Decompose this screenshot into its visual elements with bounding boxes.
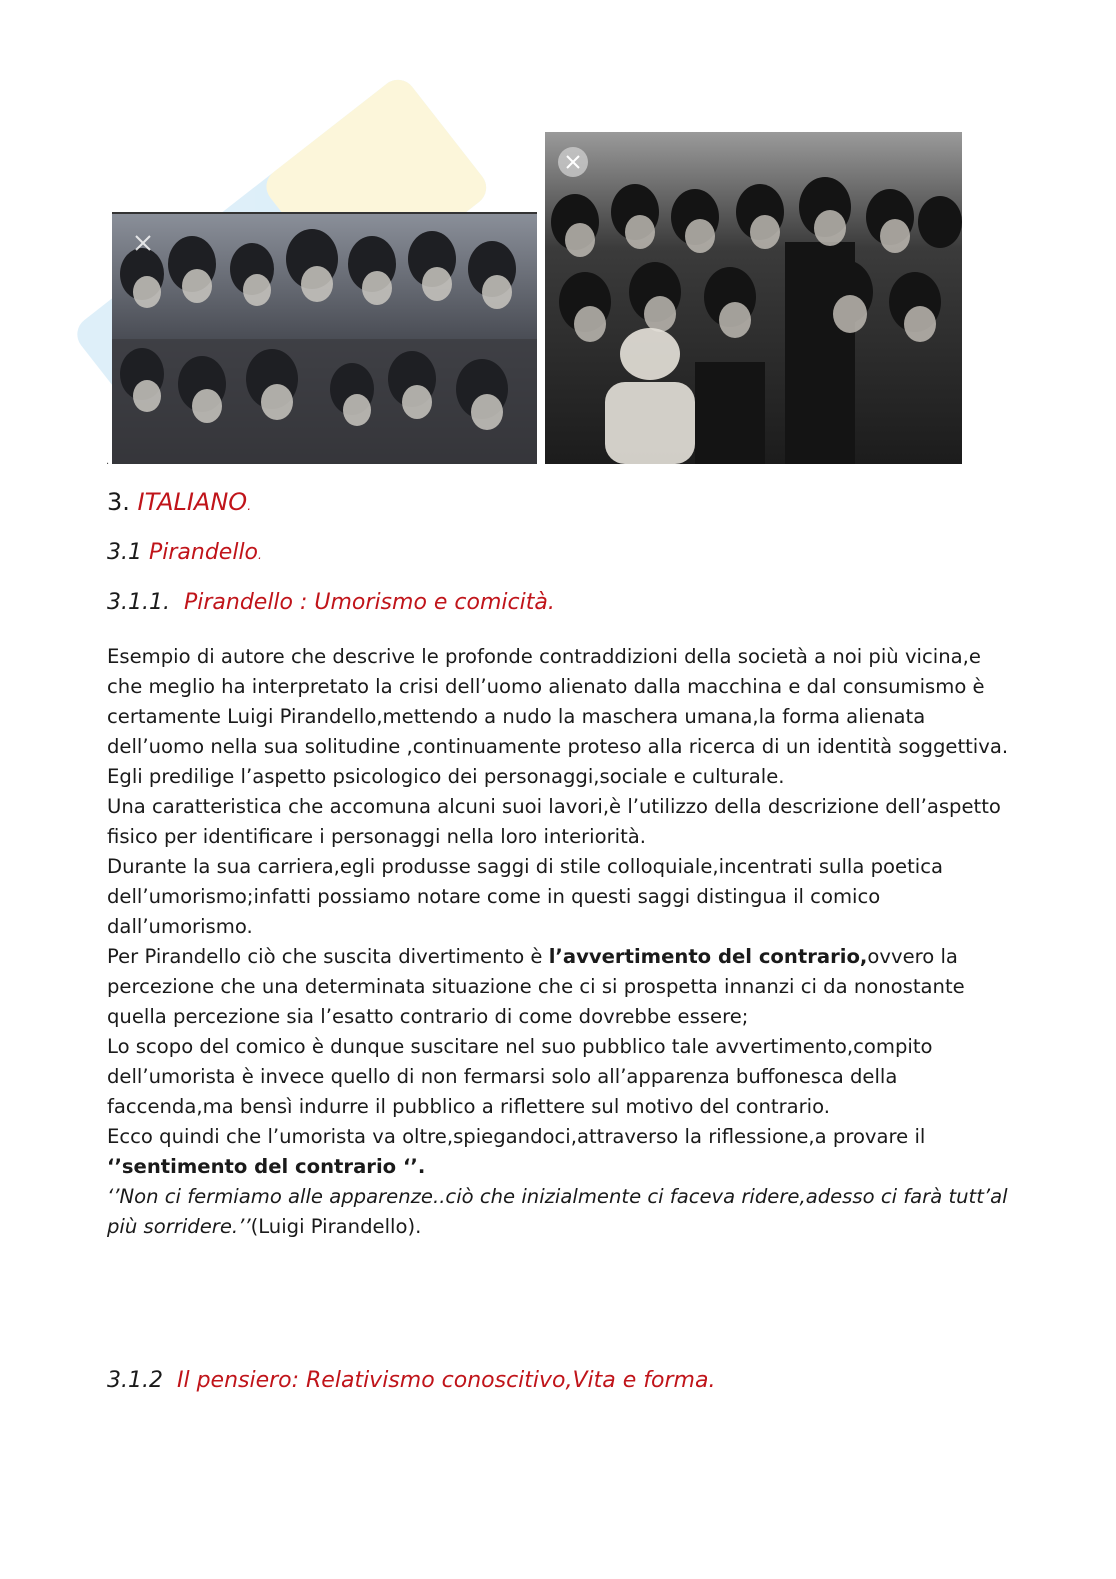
crowd-photo-right — [545, 132, 962, 464]
paragraph: Egli predilige l’aspetto psicologico dei personaggi,sociale e culturale. — [107, 765, 785, 788]
paragraph: Ecco quindi che l’umorista va oltre,spiegandoci,attraverso la riflessione,a provare il ‘’sentimento del contrario ‘’. — [107, 1125, 926, 1178]
heading-italiano: 3. ITALIANO. — [107, 488, 252, 516]
heading-pensiero: 3.1.2 Il pensiero: Relativismo conoscitivo,Vita e forma. — [107, 1368, 716, 1393]
crowd-photo-left — [112, 212, 537, 464]
paragraph: Una caratteristica che accomuna alcuni suoi lavori,è l’utilizzo della descrizione dell’aspetto fisico per identificare i personaggi nella loro interiorità. — [107, 795, 1001, 848]
body-text — [107, 642, 1012, 1242]
heading-umorismo: 3.1.1. Pirandello : Umorismo e comicità. — [107, 590, 555, 615]
paragraph: Durante la sua carriera,egli produsse saggi di stile colloquiale,incentrati sulla poetica dell’umorismo;infatti possiamo notare come in questi saggi distingua il comico dall’umorismo. — [107, 855, 943, 938]
paragraph: Per Pirandello ciò che suscita divertimento è l’avvertimento del contrario,ovvero la percezione che una determinata situazione che ci si prospetta innanzi ci da nonostante quella percezione sia l’esatto contrario di come dovrebbe essere; — [107, 945, 965, 1028]
stray-dot: . — [106, 456, 110, 467]
heading-pirandello: 3.1 Pirandello. — [107, 540, 262, 565]
paragraph: Lo scopo del comico è dunque suscitare nel suo pubblico tale avvertimento,compito dell’umorista è invece quello di non fermarsi solo all’apparenza buffonesca della faccenda,ma bensì indurre il pubblico a riflettere sul motivo del contrario. — [107, 1035, 933, 1118]
quote: ‘’Non ci fermiamo alle apparenze..ciò che inizialmente ci faceva ridere,adesso ci farà tutt’al più sorridere.’’(Luigi Pirandello). — [107, 1185, 1008, 1238]
paragraph: Esempio di autore che descrive le profonde contraddizioni della società a noi più vicina,e che meglio ha interpretato la crisi dell’uomo alienato dalla macchina e dal consumismo è certamente Luigi Pirandello,mettendo a nudo la maschera umana,la forma alienata dell’uomo nella sua solitudine ,continuamente proteso alla ricerca di un identità soggettiva. — [107, 645, 1009, 758]
